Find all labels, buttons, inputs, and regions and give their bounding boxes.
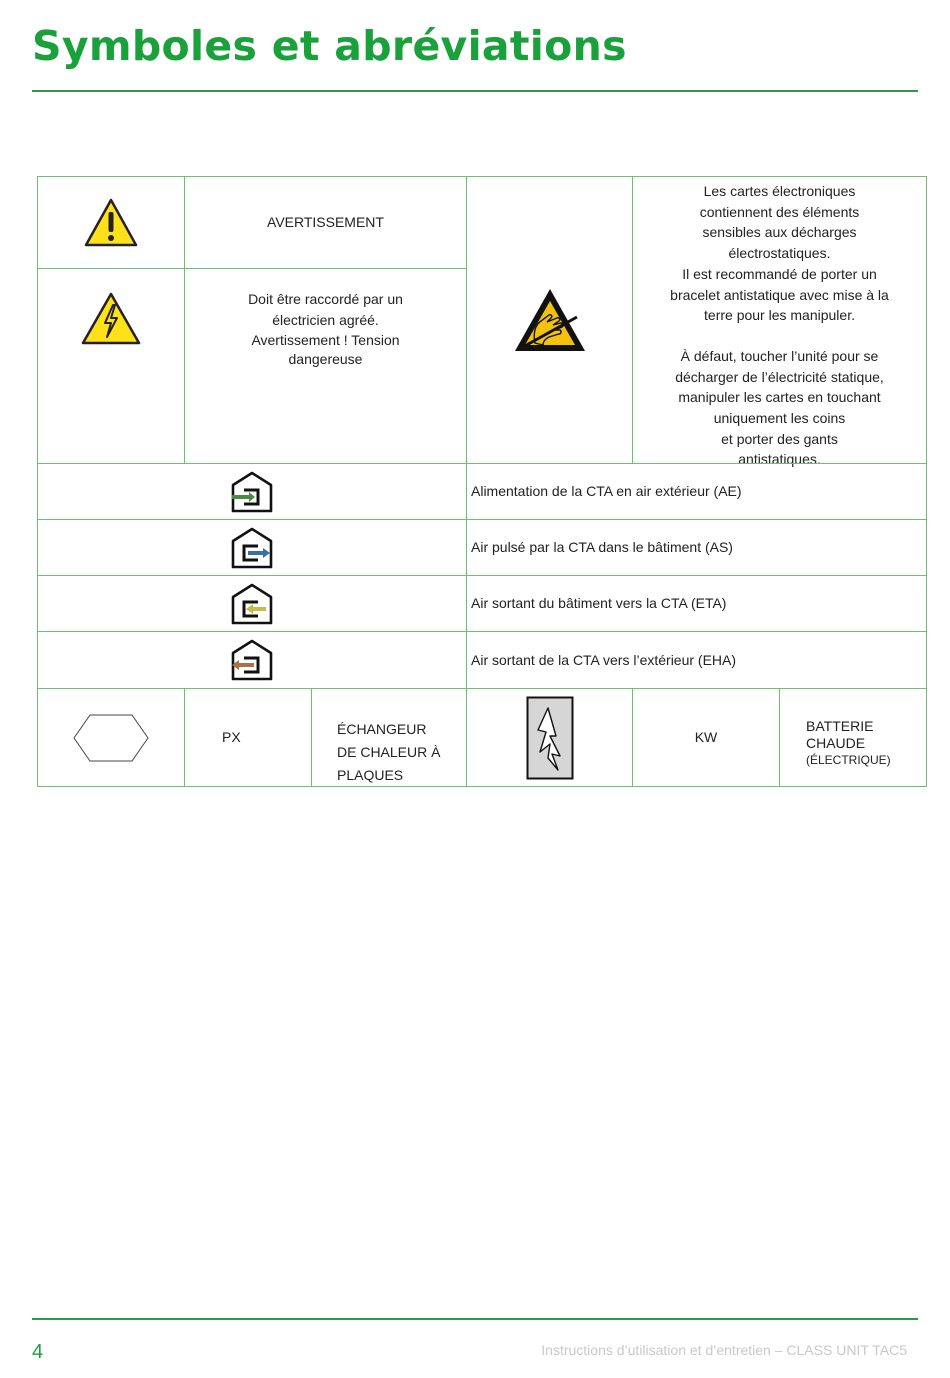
electric-line-4: dangereuse	[288, 351, 363, 368]
electric-line-1: Doit être raccordé par un	[248, 291, 403, 307]
page-title: Symboles et abréviations	[32, 22, 627, 70]
footer-text: Instructions d’utilisation et d’entretien – CLASS UNIT TAC5	[541, 1342, 907, 1358]
page-number: 4	[32, 1341, 44, 1363]
esd-icon-cell	[466, 176, 633, 464]
heater-icon-cell	[466, 688, 633, 787]
airflow-label-ae: Alimentation de la CTA en air extérieur (AE)	[471, 483, 742, 500]
warning-label-cell	[184, 176, 467, 269]
exchanger-code-cell	[184, 688, 312, 787]
heater-line-2: CHAUDE	[806, 735, 866, 751]
warning-icon-cell	[37, 176, 185, 269]
heater-label-cell	[779, 688, 927, 787]
heater-code: KW	[694, 729, 718, 746]
electric-text-cell	[184, 268, 467, 464]
airflow-label-cell-eha	[466, 631, 927, 689]
electric-heater-icon	[526, 696, 574, 780]
title-divider	[32, 90, 918, 92]
airflow-label-cell-eta	[466, 575, 927, 632]
exchanger-line-1: ÉCHANGEUR	[337, 721, 427, 737]
exhaust-air-icon	[230, 638, 274, 682]
warning-label: AVERTISSEMENT	[267, 214, 384, 231]
heater-line-3: (ÉLECTRIQUE)	[806, 753, 891, 767]
plate-heat-exchanger-icon	[72, 713, 150, 763]
extract-air-icon	[230, 582, 274, 626]
exchanger-code: PX	[222, 729, 241, 746]
supply-air-icon	[230, 526, 274, 570]
exchanger-line-3: PLAQUES	[337, 767, 404, 783]
electric-line-2: électricien agréé.	[272, 311, 379, 328]
electric-icon-cell	[37, 268, 185, 464]
esd-hand-icon	[513, 287, 587, 353]
high-voltage-icon	[80, 291, 142, 347]
exchanger-line-2: DE CHALEUR À	[337, 744, 441, 760]
warning-triangle-icon	[83, 197, 139, 249]
exchanger-icon-cell	[37, 688, 185, 787]
airflow-label-eta: Air sortant du bâtiment vers la CTA (ETA)	[471, 595, 727, 612]
airflow-label-eha: Air sortant de la CTA vers l’extérieur (EHA)	[471, 651, 737, 668]
airflow-icon-cell-as	[37, 519, 467, 576]
outdoor-air-intake-icon	[230, 470, 274, 514]
airflow-icon-cell-eha	[37, 631, 467, 689]
heater-code-cell	[632, 688, 780, 787]
heater-line-1: BATTERIE	[806, 718, 874, 734]
airflow-label-cell-ae	[466, 463, 927, 520]
airflow-label-as: Air pulsé par la CTA dans le bâtiment (AS)	[471, 539, 733, 556]
airflow-icon-cell-eta	[37, 575, 467, 632]
footer-divider	[32, 1318, 918, 1320]
esd-paragraph-2: À défaut, toucher l’unité pour se décharger de l’électricité statique, manipuler les cartes en touchant uniquement les coins et porter des gants antistatiques.	[675, 347, 884, 468]
exchanger-label-cell	[311, 688, 467, 787]
airflow-label-cell-as	[466, 519, 927, 576]
esd-paragraph-1: Les cartes électroniques contiennent des éléments sensibles aux décharges électrostatiques. Il est recommandé de porter un bracelet antistatique avec mise à la terre pour les manipuler.	[670, 183, 889, 324]
electric-line-3: Avertissement ! Tension	[251, 332, 400, 349]
esd-text-cell	[632, 176, 927, 468]
airflow-icon-cell-ae	[37, 463, 467, 520]
